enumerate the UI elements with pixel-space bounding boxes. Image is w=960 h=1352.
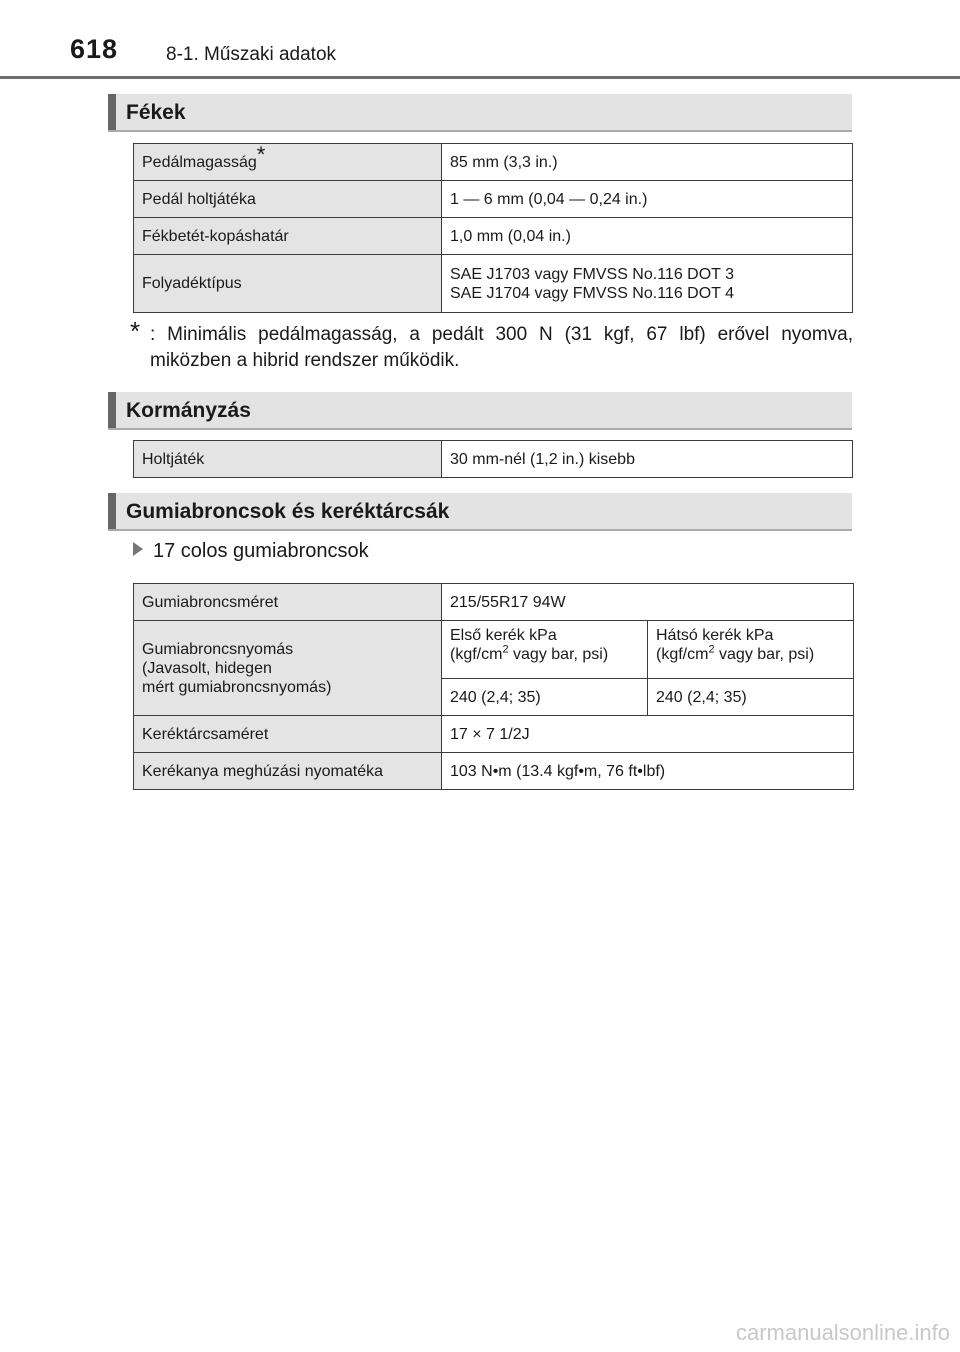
pedal-height-label: Pedálmagasság	[142, 153, 257, 171]
section-title-brakes: Fékek	[126, 101, 186, 124]
table-value-cell	[442, 255, 853, 313]
table-value-cell: 103 N•m (13.4 kgf•m, 76 ft•lbf)	[442, 753, 854, 790]
section-heading-steering	[108, 392, 852, 430]
footnote-mark: *	[256, 142, 266, 168]
section-heading-brakes	[108, 94, 852, 132]
watermark-text: carmanualsonline.info	[735, 1320, 950, 1345]
unit-text: (kgf/cm	[656, 646, 709, 663]
pressure-key-line: (Javasolt, hidegen	[142, 659, 272, 677]
fluid-type-line: SAE J1703 vagy FMVSS No.116 DOT 3	[450, 265, 734, 283]
front-wheel-unit	[450, 645, 639, 664]
chapter-title: 8-1. Műszaki adatok	[166, 44, 337, 65]
footnote-line: miközben a hibrid rendszer működik.	[150, 350, 460, 371]
table-key-cell: Folyadéktípus	[134, 255, 442, 313]
pressure-key-line: mért gumiabroncsnyomás)	[142, 678, 332, 696]
front-wheel-header	[442, 621, 648, 679]
table-key-cell: Keréktárcsaméret	[134, 716, 442, 753]
table-row	[134, 255, 853, 313]
table-row	[134, 441, 853, 478]
heading-bar	[108, 493, 116, 529]
unit-text: vagy bar, psi)	[714, 646, 815, 663]
unit-text: (kgf/cm	[450, 646, 503, 663]
page-header	[0, 0, 960, 78]
rear-wheel-unit	[656, 645, 845, 664]
table-value-cell: 30 mm-nél (1,2 in.) kisebb	[442, 441, 853, 478]
table-key-cell	[134, 144, 442, 181]
table-row	[134, 218, 853, 255]
table-row	[134, 621, 854, 679]
table-row	[134, 753, 854, 790]
table-row	[134, 584, 854, 621]
rear-wheel-label: Hátsó kerék kPa	[656, 627, 774, 644]
front-wheel-label: Első kerék kPa	[450, 627, 557, 644]
table-row	[134, 716, 854, 753]
unit-superscript: 2	[502, 643, 509, 656]
table-key-cell	[134, 621, 442, 716]
table-value-cell: 17 × 7 1/2J	[442, 716, 854, 753]
unit-superscript: 2	[708, 643, 715, 656]
page-number: 618	[70, 34, 119, 64]
triangle-bullet-icon	[133, 542, 143, 556]
table-row	[134, 144, 853, 181]
table-value-cell: 215/55R17 94W	[442, 584, 854, 621]
table-key-cell: Fékbetét-kopáshatár	[134, 218, 442, 255]
section-title-steering: Kormányzás	[126, 399, 251, 422]
table-key-cell: Kerékanya meghúzási nyomatéka	[134, 753, 442, 790]
table-value-cell: 85 mm (3,3 in.)	[442, 144, 853, 181]
rear-pressure-value: 240 (2,4; 35)	[648, 679, 854, 716]
pressure-key-line: Gumiabroncsnyomás	[142, 640, 294, 658]
table-row	[134, 181, 853, 218]
section-heading-tires	[108, 493, 852, 531]
section-title-tires: Gumiabroncsok és keréktárcsák	[126, 500, 450, 523]
table-value-cell: 1 — 6 mm (0,04 — 0,24 in.)	[442, 181, 853, 218]
front-pressure-value: 240 (2,4; 35)	[442, 679, 648, 716]
footnote-line: : Minimális pedálmagasság, a pedált 300 N (31 kgf, 67 lbf) erővel nyomva,	[150, 324, 853, 345]
heading-bar	[108, 392, 116, 428]
unit-text: vagy bar, psi)	[508, 646, 609, 663]
table-value-cell: 1,0 mm (0,04 in.)	[442, 218, 853, 255]
table-key-cell: Gumiabroncsméret	[134, 584, 442, 621]
header-rule	[0, 76, 960, 79]
footnote-mark: *	[130, 316, 141, 346]
brakes-table	[133, 143, 853, 313]
heading-bar	[108, 94, 116, 130]
fluid-type-line: SAE J1704 vagy FMVSS No.116 DOT 4	[450, 284, 734, 302]
bullet-text: 17 colos gumiabroncsok	[153, 540, 369, 562]
tires-table	[133, 583, 854, 790]
rear-wheel-header	[648, 621, 854, 679]
steering-table	[133, 440, 853, 478]
bullet-item	[133, 540, 369, 563]
table-key-cell: Pedál holtjátéka	[134, 181, 442, 218]
table-key-cell: Holtjáték	[134, 441, 442, 478]
footnote	[130, 316, 853, 374]
